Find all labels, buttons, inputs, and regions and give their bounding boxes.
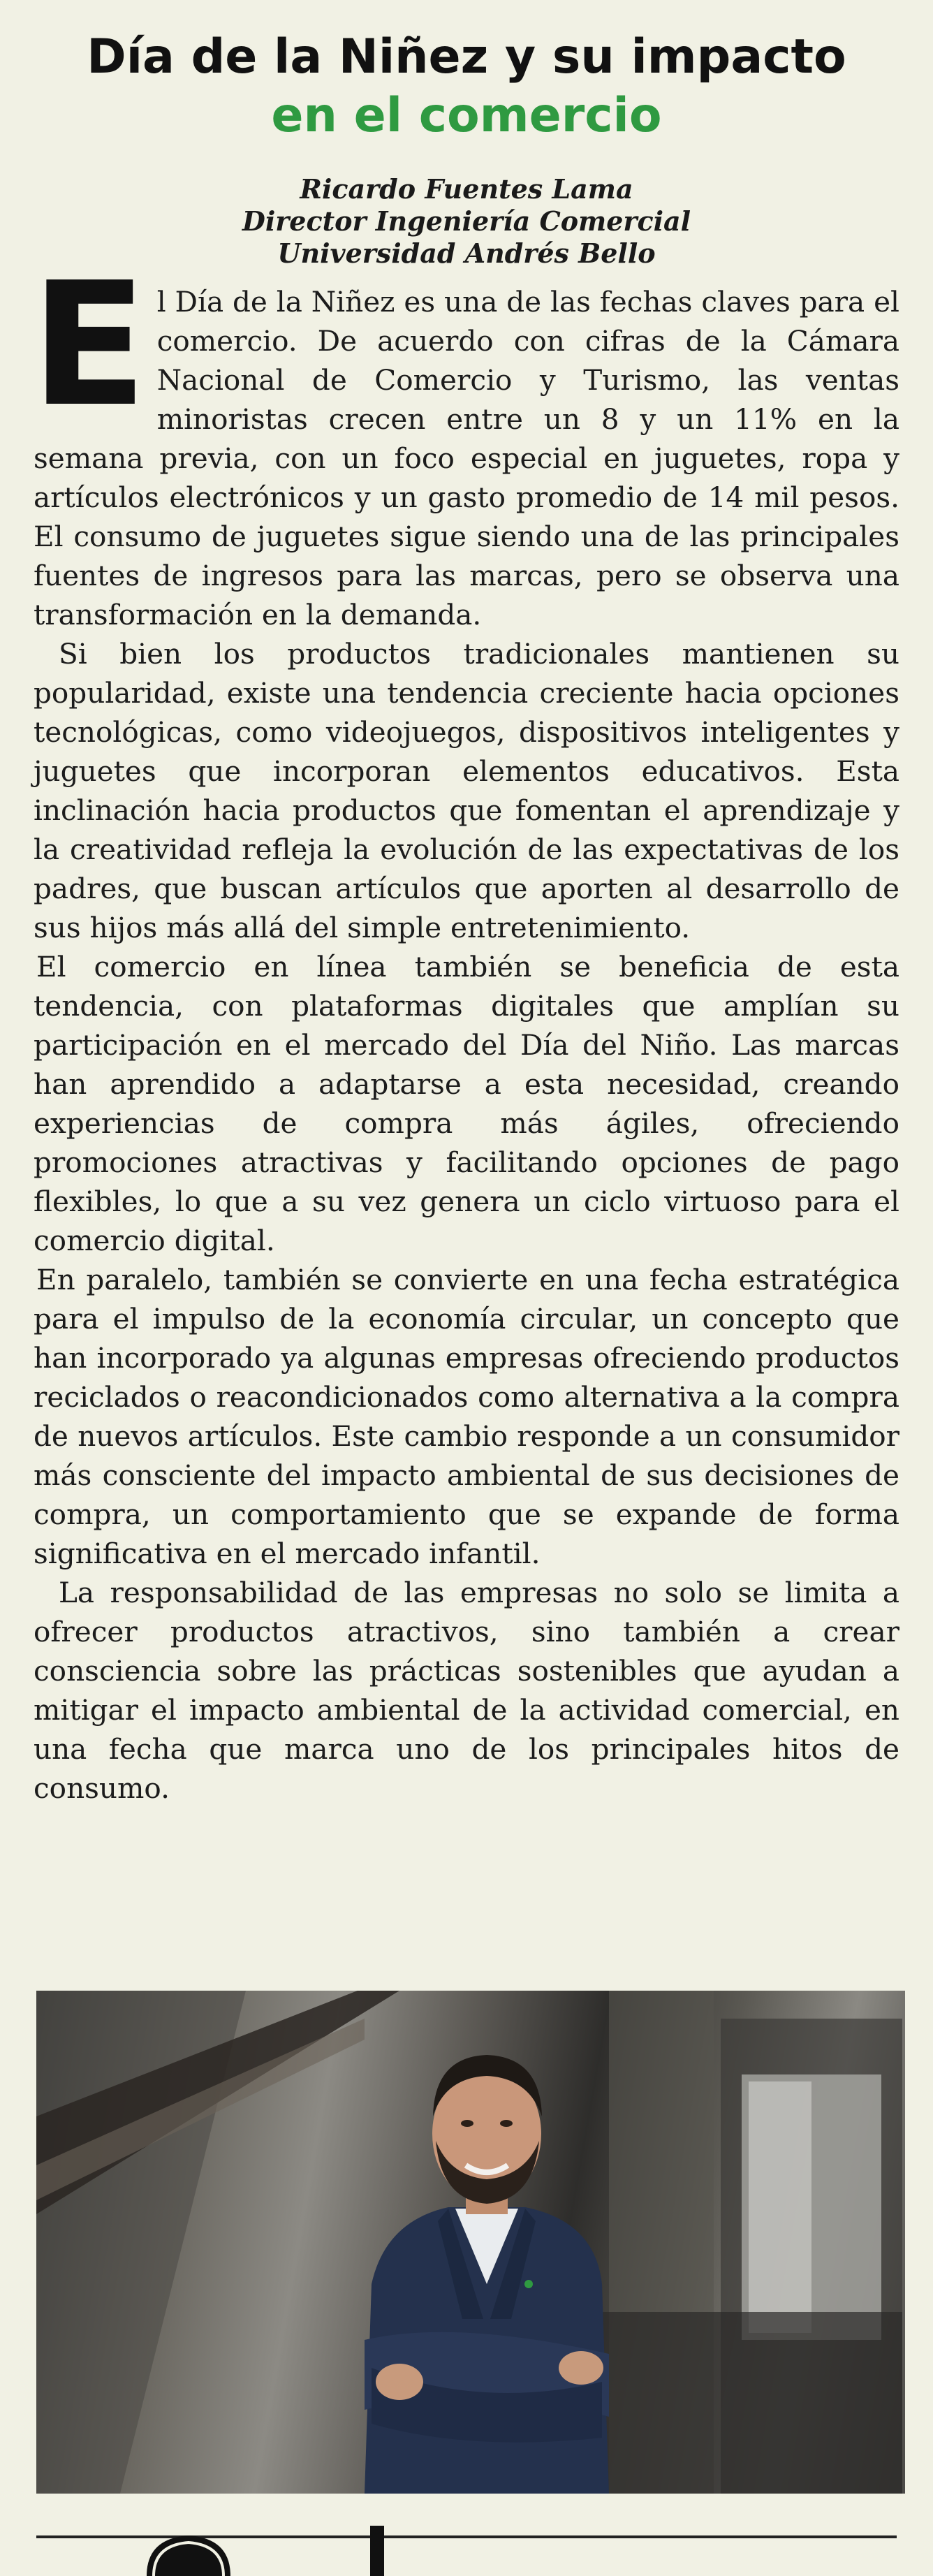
author-photo [36, 1991, 905, 2494]
author-role: Director Ingeniería Comercial [242, 205, 691, 237]
paragraph-1-text: l Día de la Niñez es una de las fechas claves para el comercio. De acuerdo con cifras de la Cámara Nacional de Comercio y Turismo, las ventas minoristas crecen entre un 8 y un 11% en la semana previa, con un foco especial en juguetes, ropa y artículos electrónicos y un gasto promedio de 14 mil pesos. El consumo de juguetes sigue siendo una de las principales fuentes de ingresos para las marcas, pero se observa una transformación en la demanda. [34, 285, 899, 631]
article-headline [0, 28, 933, 145]
headline-line-1: Día de la Niñez y su impacto [87, 29, 846, 85]
paragraph-3: El comercio en línea también se beneficia de esta tendencia, con plataformas digitales que amplían su participación en el mercado del Día del Niño. Las marcas han aprendido a adaptarse a esta necesidad, creando experiencias de compra más ágiles, ofreciendo promociones atractivas y facilitando opciones de pago flexibles, lo que a su vez genera un ciclo virtuoso para el comercio digital. [34, 950, 899, 1257]
paragraph-4: En paralelo, también se convierte en una fecha estratégica para el impulso de la economía circular, un concepto que han incorporado ya algunas empresas ofreciendo productos reciclados o reacondicionados como alternativa a la compra de nuevos artículos. Este cambio responde a un consumidor más consciente del impacto ambiental de sus decisiones de compra, un comportamiento que se expande de forma significativa en el mercado infantil. [34, 1263, 899, 1570]
paragraph-5: La responsabilidad de las empresas no solo se limita a ofrecer productos atractivos, sino también a crear consciencia sobre las prácticas sostenibles que ayudan a mitigar el impacto ambiental de la actividad comercial, en una fecha que marca uno de los principales hitos de consumo. [34, 1576, 899, 1805]
footer-glyph-icon [363, 2526, 391, 2576]
author-name: Ricardo Fuentes Lama [300, 173, 633, 205]
person-figure [365, 2055, 609, 2494]
author-photo-illustration [36, 1991, 905, 2494]
drop-cap: E [31, 246, 147, 444]
author-affiliation: Universidad Andrés Bello [277, 237, 656, 269]
paragraph-2: Si bien los productos tradicionales mantienen su popularidad, existe una tendencia creciente hacia opciones tecnológicas, como videojuegos, dispositivos inteligentes y juguetes que incorporan elementos educativos. Esta inclinación hacia productos que fomentan el aprendizaje y la creatividad refleja la evolución de las expectativas de los padres, que buscan artículos que aporten al desarrollo de sus hijos más allá del simple entretenimiento. [34, 637, 899, 944]
publication-logo-icon [140, 2524, 237, 2576]
headline-line-2: en el comercio [271, 88, 662, 143]
